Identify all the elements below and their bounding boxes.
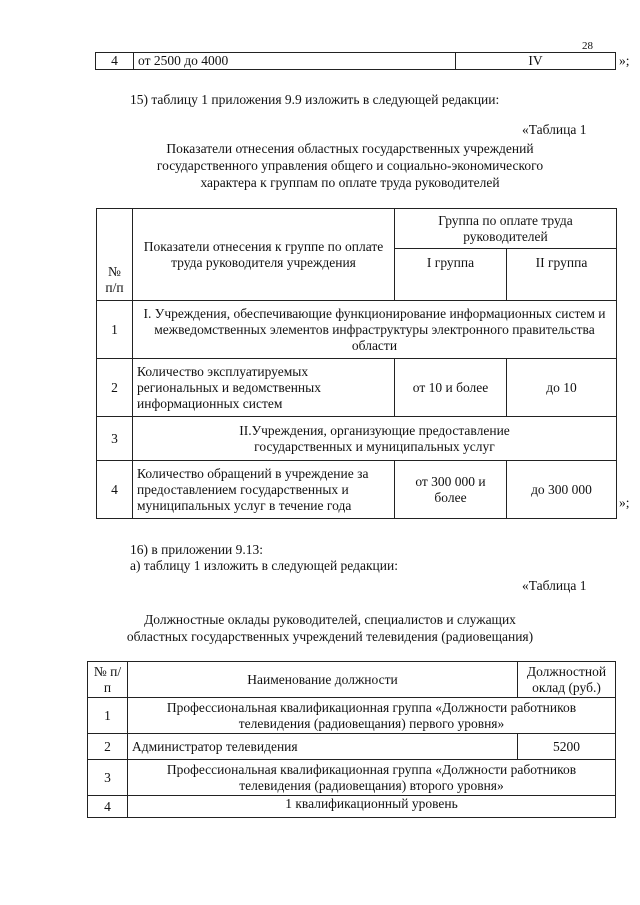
row-number: 3	[88, 760, 128, 796]
indicator-text: Количество эксплуатируемых региональных и ведомственных информационных систем	[133, 359, 395, 417]
group-1-value: от 10 и более	[395, 359, 507, 417]
table-title	[80, 611, 580, 645]
salary-value: 5200	[518, 734, 616, 760]
table-row	[97, 461, 617, 519]
page-number: 28	[582, 40, 593, 52]
header-group-2: II группа	[507, 249, 617, 301]
header-position: Наименование должности	[128, 662, 518, 698]
group-1-value: от 300 000 и более	[395, 461, 507, 519]
header-num: № п/п	[88, 662, 128, 698]
table-row	[97, 359, 617, 417]
table-title	[100, 140, 600, 191]
table-row	[88, 796, 616, 818]
closing-quote: »;	[619, 53, 630, 68]
item-16: 16) в приложении 9.13:	[130, 542, 264, 557]
salaries-table	[87, 661, 616, 818]
section-heading: II.Учреждения, организующие предоставление государственных и муниципальных услуг	[133, 417, 617, 461]
continuation-table	[95, 52, 616, 70]
row-number: 2	[97, 359, 133, 417]
range-cell: от 2500 до 4000	[134, 53, 456, 70]
header-salary: Должностной оклад (руб.)	[518, 662, 616, 698]
group-heading: Профессиональная квалификационная группа «Должности работников телевидения (радиовещания) второго уровня»	[128, 760, 616, 796]
table-row	[88, 760, 616, 796]
section-heading: I. Учреждения, обеспечивающие функционирование информационных систем и межведомственных элементов инфраструктуры электронного правительства области	[133, 301, 617, 359]
row-number: 1	[88, 698, 128, 734]
table-row	[97, 301, 617, 359]
header-num: № п/п	[97, 209, 133, 301]
group-2-value: до 300 000	[507, 461, 617, 519]
header-group-1: I группа	[395, 249, 507, 301]
row-number: 1	[97, 301, 133, 359]
table-label: «Таблица 1	[522, 122, 587, 137]
table-row	[96, 53, 616, 70]
header-group: Группа по оплате труда руководителей	[395, 209, 617, 249]
title-line: государственного управления общего и социально-экономического	[156, 158, 544, 173]
table-row	[88, 734, 616, 760]
row-number: 4	[88, 796, 128, 818]
group-2-value: до 10	[507, 359, 617, 417]
header-indicator: Показатели отнесения к группе по оплате труда руководителя учреждения	[133, 209, 395, 301]
row-number: 3	[97, 417, 133, 461]
row-number: 2	[88, 734, 128, 760]
group-heading: Профессиональная квалификационная группа «Должности работников телевидения (радиовещания) первого уровня»	[128, 698, 616, 734]
closing-quote: »;	[619, 495, 630, 510]
indicator-text: Количество обращений в учреждение за предоставлением государственных и муниципальных услуг в течение года	[133, 461, 395, 519]
title-line: Должностные оклады руководителей, специалистов и служащих	[144, 612, 516, 627]
row-number: 4	[96, 53, 134, 70]
table-label: «Таблица 1	[522, 578, 587, 593]
item-15: 15) таблицу 1 приложения 9.9 изложить в следующей редакции:	[130, 92, 500, 107]
title-line: характера к группам по оплате труда руководителей	[200, 175, 500, 190]
position-name: Администратор телевидения	[128, 734, 518, 760]
table-row	[88, 698, 616, 734]
title-line: областных государственных учреждений телевидения (радиовещания)	[126, 629, 534, 644]
indicators-table	[96, 208, 617, 519]
title-line: Показатели отнесения областных государственных учреждений	[166, 141, 534, 156]
item-16a: а) таблицу 1 изложить в следующей редакции:	[130, 558, 398, 573]
group-cell: IV	[456, 53, 616, 70]
table-row	[97, 417, 617, 461]
row-number: 4	[97, 461, 133, 519]
level-heading: 1 квалификационный уровень	[128, 796, 616, 818]
